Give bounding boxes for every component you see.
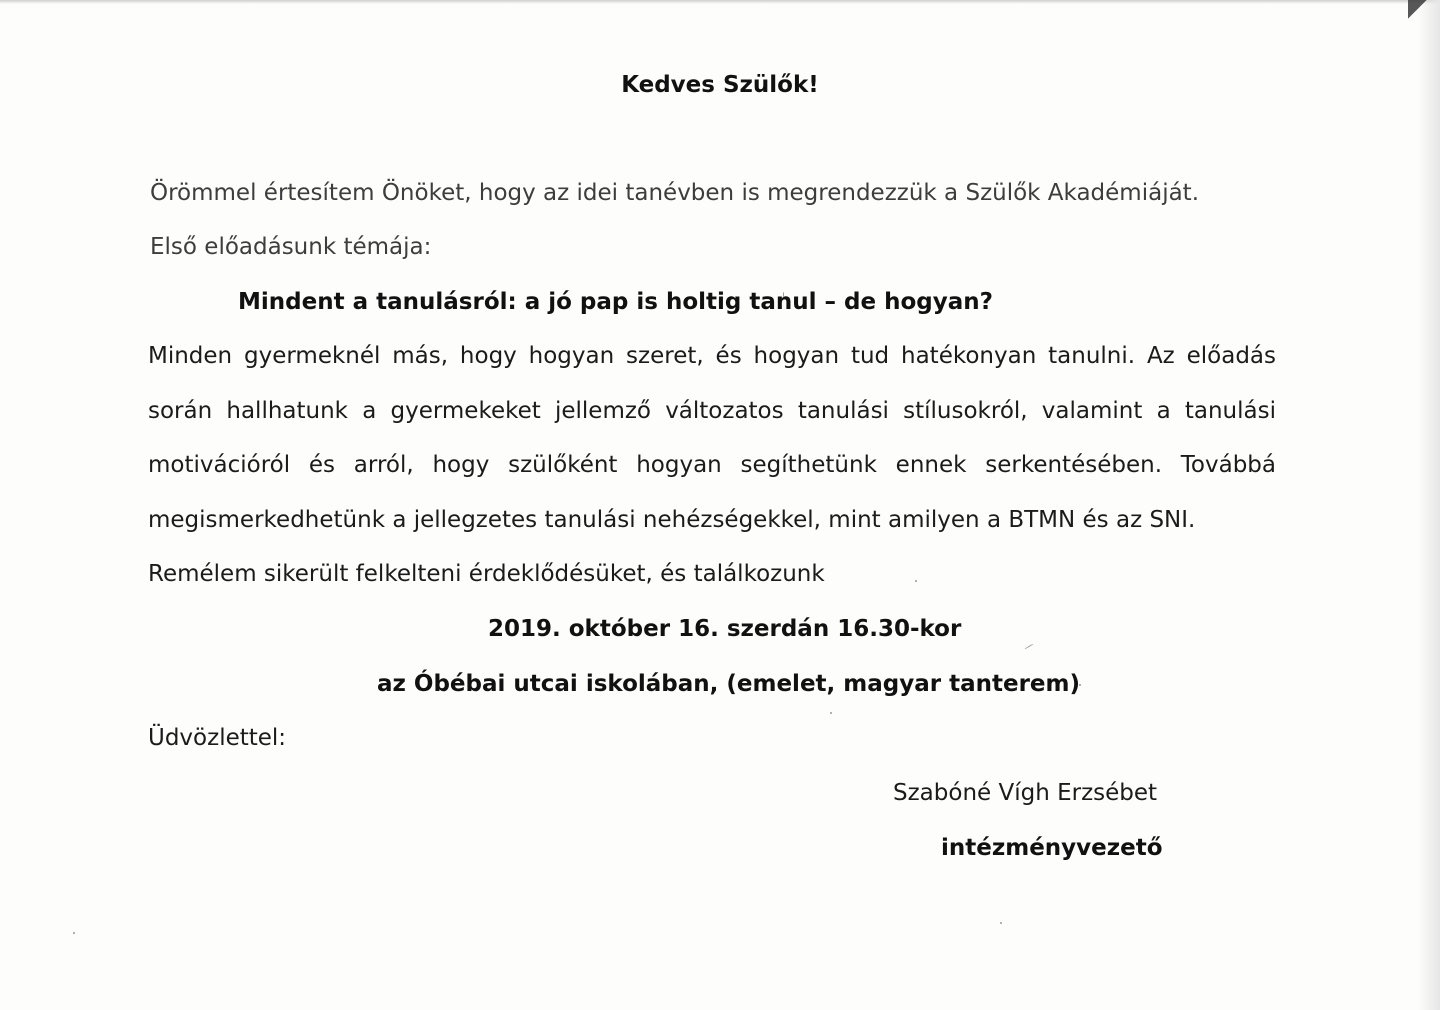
- body-line: Remélem sikerült felkelteni érdeklődésüket, és találkozunk: [148, 561, 825, 587]
- scan-speck: [1024, 644, 1033, 650]
- body-line: motivációról és arról, hogy szülőként hogyan segíthetünk ennek serkentésében. Továbbá: [148, 452, 1276, 478]
- greeting: Kedves Szülők!: [621, 72, 819, 98]
- closing: Üdvözlettel:: [148, 725, 287, 751]
- corner-scan-mark: [1408, 0, 1432, 22]
- intro-paragraph: Örömmel értesítem Önöket, hogy az idei tanévben is megrendezzük a Szülők Akadémiáját.: [150, 180, 1200, 206]
- page-top-shadow: [0, 0, 1440, 4]
- scan-speck: [73, 932, 75, 934]
- body-line: megismerkedhetünk a jellegzetes tanulási nehézségekkel, mint amilyen a BTMN és az SNI.: [148, 507, 1196, 533]
- event-location: az Óbébai utcai iskolában, (emelet, magyar tanterem): [377, 671, 1080, 697]
- body-line: Minden gyermeknél más, hogy hogyan szeret, és hogyan tud hatékonyan tanulni. Az előadás: [148, 343, 1276, 369]
- scan-speck: [1000, 922, 1002, 924]
- scan-speck: [915, 580, 917, 582]
- event-date: 2019. október 16. szerdán 16.30-kor: [488, 616, 962, 642]
- topic-intro: Első előadásunk témája:: [150, 234, 432, 260]
- body-line: során hallhatunk a gyermekeket jellemző változatos tanulási stílusokról, valamint a tanulási: [148, 398, 1276, 424]
- scan-speck: [830, 712, 832, 714]
- signature-title: intézményvezető: [941, 835, 1163, 861]
- topic-title: Mindent a tanulásról: a jó pap is holtig tanul – de hogyan?: [238, 289, 993, 315]
- signature-name: Szabóné Vígh Erzsébet: [893, 780, 1158, 806]
- page-right-shadow: [1418, 0, 1440, 1010]
